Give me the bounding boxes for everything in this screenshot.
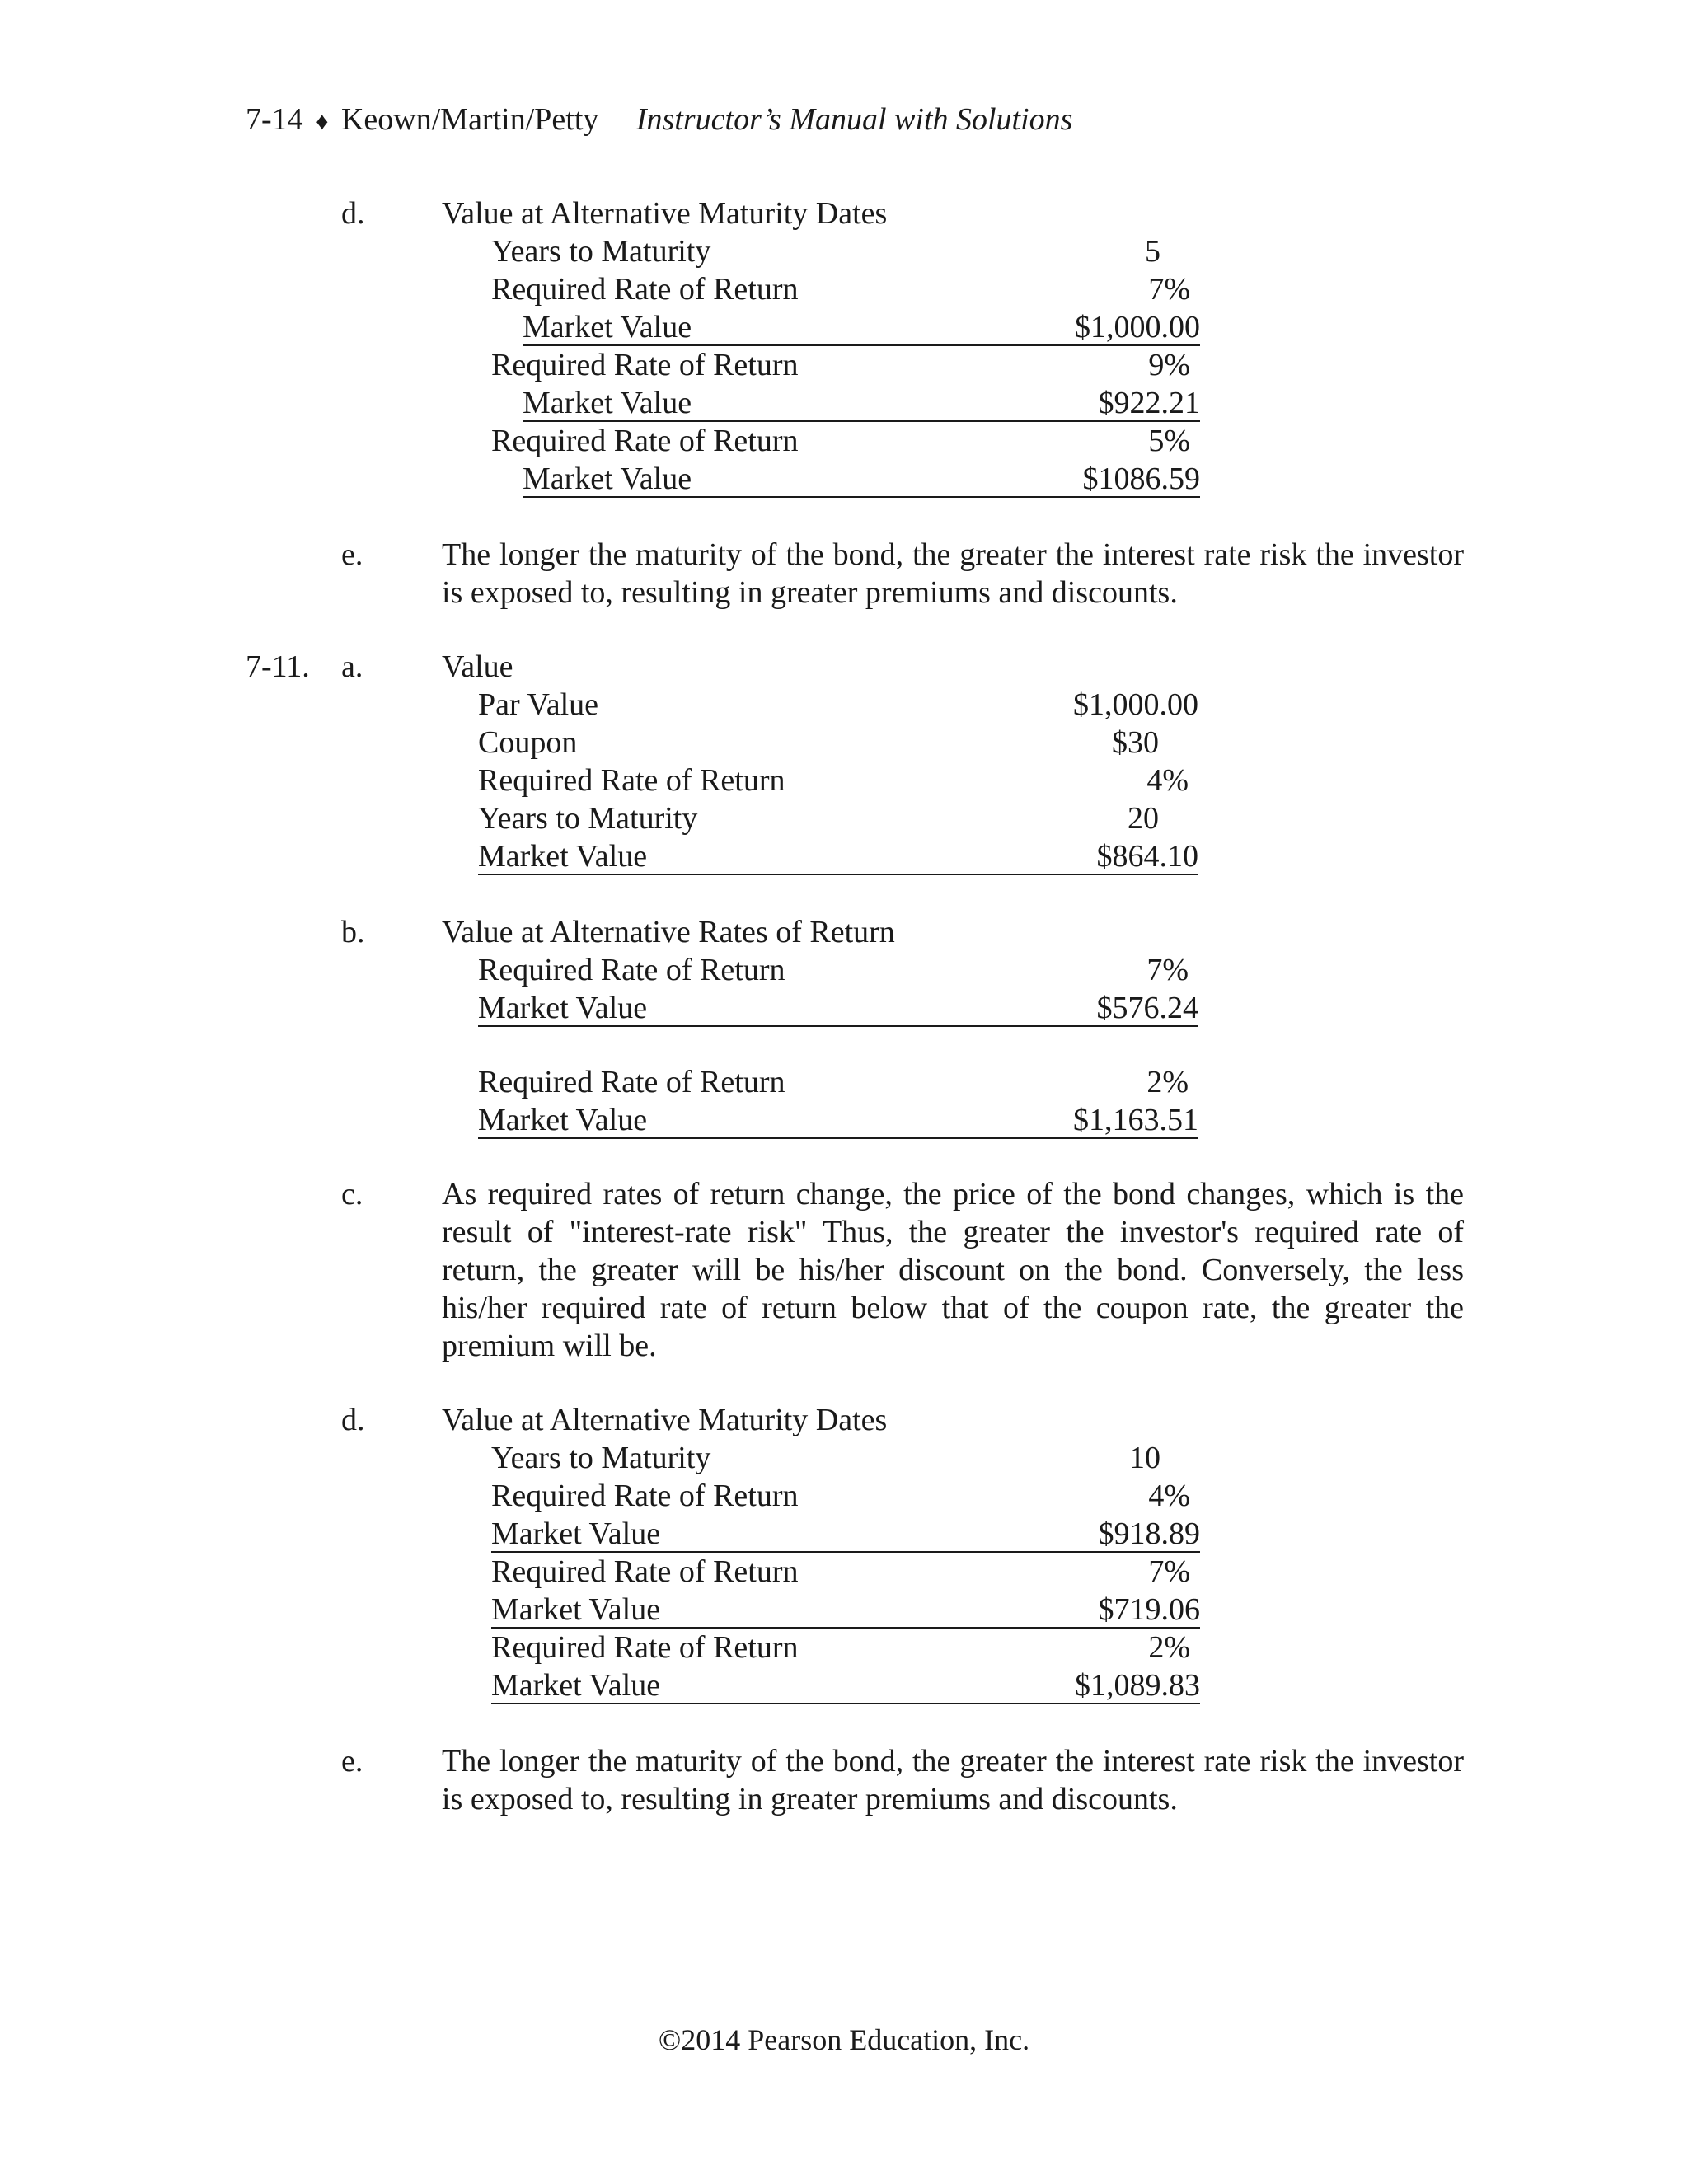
row-label: Market Value (523, 386, 692, 420)
part-a-title: Value (442, 649, 513, 684)
row-value: $1,089.83 (1075, 1668, 1200, 1703)
authors: Keown/Martin/Petty (340, 102, 599, 137)
part-d-letter: d. (341, 1403, 365, 1437)
copyright-footer: ©2014 Pearson Education, Inc. (658, 2023, 1030, 2056)
row-value: 4% (1146, 763, 1189, 798)
part-e-text: The longer the maturity of the bond, the greater the interest rate risk the investor is exposed to, resulting in greater premiums and discounts. (442, 1744, 1464, 1816)
row-value: 5 (1145, 234, 1160, 269)
table-row (523, 384, 1200, 422)
row-label: Years to Maturity (478, 801, 698, 836)
diamond-icon: ♦ (316, 108, 329, 135)
row-label: Required Rate of Return (491, 1554, 799, 1589)
table-row (478, 799, 1198, 837)
table-row (491, 1666, 1200, 1704)
table-row (491, 1553, 1200, 1591)
row-value: $1,000.00 (1073, 687, 1198, 722)
row-value: $576.24 (1096, 991, 1198, 1025)
row-label: Market Value (491, 1668, 661, 1703)
row-value: 7% (1146, 953, 1189, 987)
row-label: Required Rate of Return (491, 424, 799, 458)
part-d-letter-prev: d. (341, 196, 365, 231)
part-b-title: Value at Alternative Rates of Return (442, 915, 895, 949)
row-value: 7% (1148, 1554, 1190, 1589)
table-row (523, 308, 1200, 346)
row-value: 20 (1128, 801, 1159, 836)
table-row (491, 232, 1200, 270)
book-title: Instructor’s Manual with Solutions (635, 102, 1073, 137)
table-row (478, 1101, 1198, 1139)
row-label: Required Rate of Return (491, 1479, 799, 1513)
row-label: Required Rate of Return (478, 763, 785, 798)
part-d-title-prev: Value at Alternative Maturity Dates (442, 196, 888, 231)
part-c-text: As required rates of return change, the price of the bond changes, which is the result of "interest-rate risk" Thus, the greater the investor's required rate of return, the greater will be his/her discount on the bond. Conversely, the less his/her required rate of return below that of the coupon rate, the greater the premium will be. (442, 1177, 1464, 1363)
row-value: 2% (1148, 1630, 1190, 1665)
table-row (478, 837, 1198, 875)
table-row (523, 460, 1200, 498)
row-value: $864.10 (1096, 839, 1198, 874)
table-row (491, 270, 1200, 308)
row-value: 7% (1148, 272, 1190, 307)
part-e-letter-prev: e. (341, 537, 363, 572)
row-label: Par Value (478, 687, 598, 722)
table-row (491, 422, 1200, 460)
problem-number: 7-11. (246, 649, 310, 684)
row-label: Required Rate of Return (478, 1065, 785, 1099)
table-row (478, 989, 1198, 1027)
page-number: 7-14 (246, 102, 303, 137)
row-label: Market Value (523, 310, 692, 344)
row-label: Market Value (478, 839, 648, 874)
part-b-letter: b. (341, 915, 365, 949)
row-value: 2% (1146, 1065, 1189, 1099)
part-c-letter: c. (341, 1177, 363, 1212)
table-row (491, 346, 1200, 384)
table-row (491, 1439, 1200, 1477)
row-label: Market Value (491, 1516, 661, 1551)
part-e-letter: e. (341, 1744, 363, 1779)
table-row (491, 1477, 1200, 1515)
row-label: Market Value (491, 1592, 661, 1627)
row-label: Market Value (478, 1103, 648, 1137)
page-header (246, 101, 1072, 141)
row-label: Required Rate of Return (491, 272, 799, 307)
table-row (478, 951, 1198, 989)
part-e-text-prev: The longer the maturity of the bond, the greater the interest rate risk the investor is exposed to, resulting in greater premiums and discounts. (442, 537, 1464, 610)
table-row (478, 1063, 1198, 1101)
row-value: $30 (1112, 725, 1159, 760)
row-label: Market Value (478, 991, 648, 1025)
row-value: $922.21 (1098, 386, 1200, 420)
row-value: 9% (1148, 348, 1190, 382)
row-value: 10 (1129, 1441, 1160, 1475)
part-a-letter: a. (341, 649, 363, 684)
row-label: Required Rate of Return (478, 953, 785, 987)
table-row (478, 724, 1198, 762)
part-d-title: Value at Alternative Maturity Dates (442, 1403, 888, 1437)
table-row (478, 686, 1198, 724)
row-label: Coupon (478, 725, 578, 760)
row-value: $1,000.00 (1075, 310, 1200, 344)
row-label: Market Value (523, 462, 692, 496)
table-row (491, 1515, 1200, 1553)
row-value: $719.06 (1098, 1592, 1200, 1627)
row-value: 5% (1148, 424, 1190, 458)
row-value: 4% (1148, 1479, 1190, 1513)
row-label: Required Rate of Return (491, 1630, 799, 1665)
row-label: Required Rate of Return (491, 348, 799, 382)
row-value: $918.89 (1098, 1516, 1200, 1551)
table-row (491, 1629, 1200, 1666)
row-label: Years to Maturity (491, 1441, 711, 1475)
table-row (491, 1591, 1200, 1629)
row-value: $1086.59 (1082, 462, 1200, 496)
table-row (478, 762, 1198, 799)
row-value: $1,163.51 (1073, 1103, 1198, 1137)
row-label: Years to Maturity (491, 234, 711, 269)
